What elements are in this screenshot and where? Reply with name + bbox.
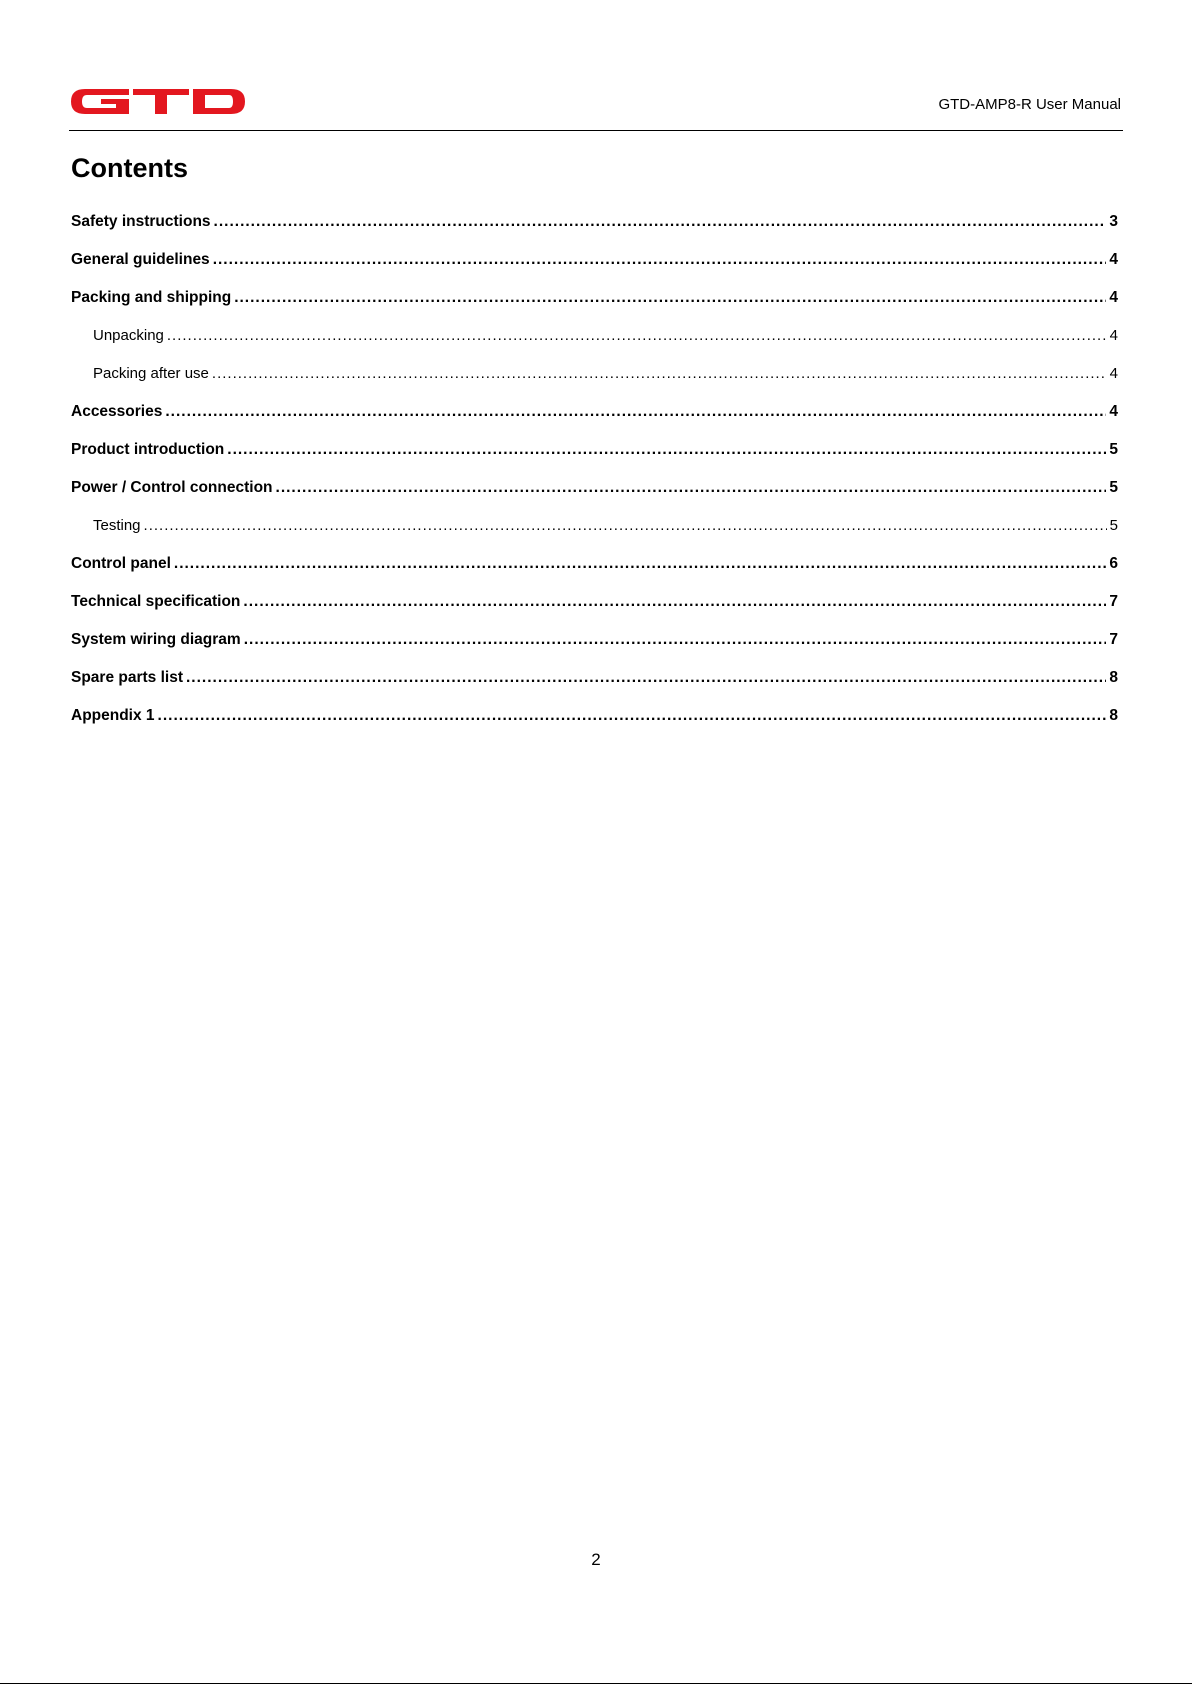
- page-number: 2: [591, 1550, 601, 1569]
- toc-dot-leader: [144, 513, 1107, 539]
- gtd-logo: [71, 89, 245, 114]
- toc-entry[interactable]: [71, 247, 1118, 285]
- toc-entry[interactable]: [71, 399, 1118, 437]
- toc-entry-page: 5: [1109, 517, 1118, 534]
- toc-entry-title: Safety instructions: [71, 213, 211, 230]
- toc-dot-leader: [212, 361, 1107, 387]
- toc-dot-leader: [276, 475, 1107, 501]
- toc-dot-leader: [186, 665, 1106, 691]
- toc-subentry[interactable]: [71, 361, 1118, 399]
- toc-entry-title: Appendix 1: [71, 707, 155, 724]
- toc-entry-title: Testing: [93, 517, 141, 534]
- toc-entry[interactable]: [71, 665, 1118, 703]
- toc-dot-leader: [244, 627, 1107, 653]
- bottom-divider: [0, 1683, 1192, 1684]
- toc-dot-leader: [165, 399, 1106, 425]
- toc-entry-title: Technical specification: [71, 593, 241, 610]
- toc-dot-leader: [227, 437, 1106, 463]
- toc-entry[interactable]: [71, 551, 1118, 589]
- document-title: GTD-AMP8-R User Manual: [938, 96, 1121, 113]
- toc-entry-page: 7: [1109, 593, 1118, 610]
- toc-entry-page: 4: [1109, 251, 1118, 268]
- toc-entry-title: Packing and shipping: [71, 289, 232, 306]
- toc-entry[interactable]: [71, 475, 1118, 513]
- toc-entry-page: 5: [1109, 479, 1118, 496]
- toc-dot-leader: [213, 247, 1107, 273]
- toc-entry-page: 4: [1109, 327, 1118, 344]
- toc-entry[interactable]: [71, 627, 1118, 665]
- toc-entry-page: 4: [1109, 365, 1118, 382]
- contents-heading: Contents: [71, 153, 188, 183]
- toc-entry-page: 3: [1109, 213, 1118, 230]
- toc-entry-title: Unpacking: [93, 327, 164, 344]
- toc-entry-title: Packing after use: [93, 365, 209, 382]
- toc-entry-page: 8: [1109, 669, 1118, 686]
- toc-dot-leader: [167, 323, 1107, 349]
- toc-dot-leader: [174, 551, 1106, 577]
- toc-entry-title: Product introduction: [71, 441, 225, 458]
- toc-entry-page: 7: [1109, 631, 1118, 648]
- toc-subentry[interactable]: [71, 513, 1118, 551]
- toc-entry-page: 5: [1109, 441, 1118, 458]
- toc-entry-title: Spare parts list: [71, 669, 183, 686]
- toc-entry-title: Power / Control connection: [71, 479, 273, 496]
- toc-entry[interactable]: [71, 285, 1118, 323]
- toc-dot-leader: [243, 589, 1106, 615]
- header-divider: [69, 130, 1123, 131]
- toc-entry-page: 8: [1109, 707, 1118, 724]
- toc-dot-leader: [158, 703, 1107, 729]
- toc-entry-page: 4: [1109, 289, 1118, 306]
- toc-entry-page: 4: [1109, 403, 1118, 420]
- toc-entry[interactable]: [71, 703, 1118, 741]
- toc-entry-title: General guidelines: [71, 251, 210, 268]
- toc-entry[interactable]: [71, 209, 1118, 247]
- toc-subentry[interactable]: [71, 323, 1118, 361]
- table-of-contents: [71, 209, 1118, 741]
- toc-entry-title: Control panel: [71, 555, 171, 572]
- toc-entry-title: Accessories: [71, 403, 163, 420]
- toc-dot-leader: [234, 285, 1106, 311]
- toc-entry[interactable]: [71, 437, 1118, 475]
- toc-entry-title: System wiring diagram: [71, 631, 241, 648]
- toc-entry-page: 6: [1109, 555, 1118, 572]
- toc-entry[interactable]: [71, 589, 1118, 627]
- toc-dot-leader: [214, 209, 1107, 235]
